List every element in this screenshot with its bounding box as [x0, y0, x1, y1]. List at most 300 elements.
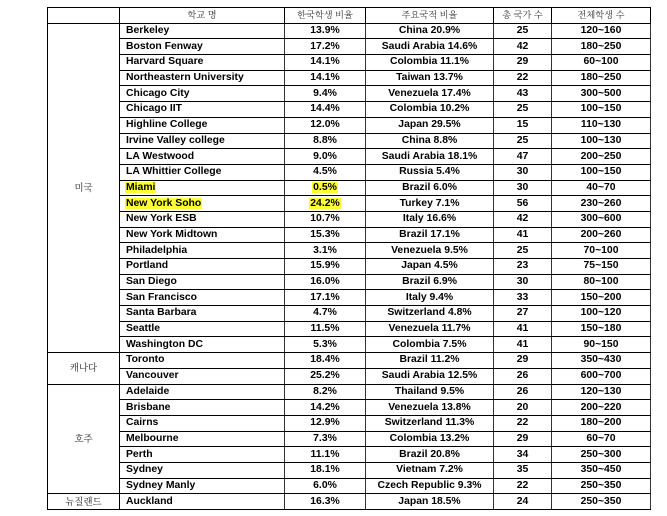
korean-ratio-cell-text: 16.3%	[310, 495, 340, 507]
school-name-cell-text: Philadelphia	[126, 244, 188, 256]
nation-count-cell	[494, 39, 552, 55]
total-students-cell	[552, 117, 651, 133]
school-name-cell	[120, 447, 285, 463]
table-row	[48, 431, 651, 447]
nation-count-cell-text: 25	[516, 134, 529, 146]
korean-ratio-cell	[285, 70, 366, 86]
main-nationality-cell-text: Brazil 17.1%	[399, 228, 460, 240]
school-name-cell	[120, 290, 285, 306]
korean-ratio-cell	[285, 337, 366, 353]
nation-count-cell	[494, 415, 552, 431]
korean-ratio-cell-text: 18.1%	[310, 464, 340, 476]
main-nationality-cell	[366, 70, 494, 86]
korean-ratio-cell-text: 24.2%	[310, 197, 340, 209]
nation-count-cell-text: 15	[516, 119, 529, 131]
school-name-cell	[120, 55, 285, 71]
total-students-cell	[552, 384, 651, 400]
school-name-cell	[120, 23, 285, 39]
nation-count-cell-text: 22	[516, 72, 529, 84]
korean-ratio-cell	[285, 133, 366, 149]
nation-count-cell-text: 30	[516, 181, 529, 193]
table-row	[48, 337, 651, 353]
korean-ratio-cell-text: 14.4%	[310, 103, 340, 115]
table-row	[48, 447, 651, 463]
nation-count-cell-text: 23	[516, 260, 529, 272]
total-students-cell-text: 350~430	[580, 354, 622, 366]
main-nationality-cell-text: Japan 18.5%	[398, 495, 461, 507]
korean-ratio-cell-text: 15.9%	[310, 260, 340, 272]
table-row	[48, 211, 651, 227]
total-students-cell-text: 350~450	[580, 464, 622, 476]
korean-ratio-cell-text: 12.0%	[310, 119, 340, 131]
total-students-cell-text: 120~160	[580, 25, 622, 37]
korean-ratio-cell	[285, 180, 366, 196]
table-row	[48, 368, 651, 384]
main-nationality-cell	[366, 415, 494, 431]
school-name-cell-text: New York ESB	[126, 213, 197, 225]
korean-ratio-cell	[285, 274, 366, 290]
total-students-cell-text: 90~150	[583, 338, 619, 350]
total-students-cell-text: 200~220	[580, 401, 622, 413]
main-nationality-cell	[366, 290, 494, 306]
total-students-cell	[552, 290, 651, 306]
school-name-cell-text: Cairns	[126, 417, 159, 429]
main-nationality-cell	[366, 400, 494, 416]
school-name-cell	[120, 274, 285, 290]
main-nationality-cell	[366, 180, 494, 196]
main-nationality-cell	[366, 211, 494, 227]
total-students-cell-text: 60~100	[583, 56, 619, 68]
main-nationality-cell	[366, 102, 494, 118]
main-nationality-cell	[366, 117, 494, 133]
main-nationality-cell-text: China 20.9%	[398, 25, 461, 37]
main-nationality-cell-text: Japan 29.5%	[398, 119, 461, 131]
school-name-cell	[120, 211, 285, 227]
korean-ratio-cell-text: 9.0%	[313, 150, 337, 162]
total-students-cell	[552, 211, 651, 227]
total-students-cell	[552, 415, 651, 431]
school-name-cell-text: Seattle	[126, 323, 161, 335]
main-nationality-cell-text: Switzerland 4.8%	[387, 307, 472, 319]
school-name-cell-text: Sydney Manly	[126, 479, 196, 491]
nation-count-cell-text: 29	[516, 56, 529, 68]
table-row	[48, 149, 651, 165]
nation-count-cell	[494, 227, 552, 243]
nation-count-cell	[494, 23, 552, 39]
main-nationality-cell	[366, 337, 494, 353]
korean-ratio-cell	[285, 23, 366, 39]
school-name-cell	[120, 39, 285, 55]
korean-ratio-cell-text: 11.1%	[310, 448, 340, 460]
nation-count-cell-text: 25	[516, 25, 529, 37]
korean-ratio-cell	[285, 164, 366, 180]
school-name-cell-text: Brisbane	[126, 401, 171, 413]
nation-count-cell	[494, 243, 552, 259]
main-nationality-cell-text: Venezuela 11.7%	[388, 323, 471, 335]
school-name-cell-text: Santa Barbara	[126, 307, 197, 319]
nation-count-cell	[494, 321, 552, 337]
school-statistics-table	[47, 7, 651, 510]
nation-count-cell	[494, 86, 552, 102]
total-students-cell	[552, 39, 651, 55]
school-name-cell	[120, 117, 285, 133]
korean-ratio-cell-text: 0.5%	[313, 181, 337, 193]
nation-count-cell-text: 24	[516, 495, 529, 507]
total-students-cell-text: 60~70	[586, 432, 616, 444]
korean-ratio-cell	[285, 431, 366, 447]
total-students-cell	[552, 431, 651, 447]
total-students-cell	[552, 368, 651, 384]
nation-count-cell	[494, 306, 552, 322]
total-students-cell-text: 180~250	[580, 40, 622, 52]
main-nationality-cell	[366, 478, 494, 494]
total-students-cell	[552, 196, 651, 212]
main-nationality-cell	[366, 384, 494, 400]
table-row	[48, 70, 651, 86]
main-nationality-cell	[366, 274, 494, 290]
total-students-cell-text: 200~250	[580, 150, 622, 162]
nation-count-cell	[494, 368, 552, 384]
korean-ratio-cell	[285, 86, 366, 102]
nation-count-cell-text: 20	[516, 401, 529, 413]
school-name-cell-text: Irvine Valley college	[126, 134, 225, 146]
main-nationality-cell	[366, 243, 494, 259]
header-school-name: 학교 명	[120, 8, 285, 24]
korean-ratio-cell-text: 7.3%	[313, 432, 337, 444]
table-row	[48, 494, 651, 510]
nation-count-cell-text: 30	[516, 276, 529, 288]
korean-ratio-cell-text: 13.9%	[310, 25, 340, 37]
main-nationality-cell-text: China 8.8%	[401, 134, 458, 146]
total-students-cell	[552, 149, 651, 165]
korean-ratio-cell	[285, 478, 366, 494]
table-row	[48, 353, 651, 369]
nation-count-cell-text: 34	[516, 448, 529, 460]
korean-ratio-cell	[285, 227, 366, 243]
nation-count-cell-text: 29	[516, 354, 529, 366]
main-nationality-cell-text: Saudi Arabia 14.6%	[381, 40, 478, 52]
nation-count-cell-text: 56	[516, 197, 529, 209]
total-students-cell-text: 250~300	[580, 448, 622, 460]
school-name-cell-text: New York Midtown	[126, 228, 218, 240]
main-nationality-cell-text: Italy 9.4%	[405, 291, 454, 303]
main-nationality-cell	[366, 39, 494, 55]
total-students-cell	[552, 478, 651, 494]
table-row	[48, 478, 651, 494]
korean-ratio-cell-text: 25.2%	[310, 370, 340, 382]
school-name-cell	[120, 415, 285, 431]
total-students-cell	[552, 133, 651, 149]
total-students-cell	[552, 462, 651, 478]
main-nationality-cell	[366, 447, 494, 463]
school-name-cell-text: San Diego	[126, 276, 177, 288]
table-row	[48, 306, 651, 322]
nation-count-cell	[494, 180, 552, 196]
nation-count-cell-text: 41	[516, 338, 529, 350]
total-students-cell-text: 70~100	[583, 244, 619, 256]
header-row	[48, 8, 651, 24]
total-students-cell	[552, 321, 651, 337]
total-students-cell	[552, 102, 651, 118]
total-students-cell-text: 180~250	[580, 72, 622, 84]
nation-count-cell-text: 33	[516, 291, 529, 303]
main-nationality-cell	[366, 196, 494, 212]
nation-count-cell	[494, 164, 552, 180]
main-nationality-cell-text: Italy 16.6%	[402, 213, 457, 225]
korean-ratio-cell-text: 3.1%	[313, 244, 337, 256]
table-row	[48, 321, 651, 337]
nation-count-cell	[494, 133, 552, 149]
school-name-cell	[120, 494, 285, 510]
main-nationality-cell	[366, 368, 494, 384]
school-name-cell	[120, 180, 285, 196]
nation-count-cell	[494, 117, 552, 133]
korean-ratio-cell-text: 14.1%	[310, 56, 340, 68]
korean-ratio-cell-text: 17.2%	[310, 40, 340, 52]
main-nationality-cell	[366, 23, 494, 39]
main-nationality-cell-text: Colombia 11.1%	[389, 56, 470, 68]
total-students-cell	[552, 23, 651, 39]
main-nationality-cell	[366, 321, 494, 337]
korean-ratio-cell	[285, 55, 366, 71]
nation-count-cell	[494, 102, 552, 118]
table-row	[48, 180, 651, 196]
total-students-cell-text: 80~100	[583, 276, 619, 288]
main-nationality-cell	[366, 431, 494, 447]
school-name-cell	[120, 337, 285, 353]
school-name-cell-text: Chicago IIT	[126, 103, 182, 115]
total-students-cell-text: 180~200	[580, 417, 622, 429]
main-nationality-cell	[366, 259, 494, 275]
main-nationality-cell-text: Brazil 6.9%	[402, 276, 457, 288]
table-row	[48, 23, 651, 39]
korean-ratio-cell	[285, 117, 366, 133]
main-nationality-cell-text: Switzerland 11.3%	[384, 417, 475, 429]
nation-count-cell	[494, 290, 552, 306]
nation-count-cell-text: 35	[516, 464, 529, 476]
school-name-cell	[120, 133, 285, 149]
main-nationality-cell-text: Saudi Arabia 12.5%	[381, 370, 478, 382]
korean-ratio-cell	[285, 415, 366, 431]
table-row	[48, 227, 651, 243]
nation-count-cell-text: 22	[516, 479, 529, 491]
nation-count-cell-text: 41	[516, 228, 529, 240]
main-nationality-cell-text: Brazil 11.2%	[399, 354, 460, 366]
korean-ratio-cell	[285, 321, 366, 337]
nation-count-cell	[494, 337, 552, 353]
table-row	[48, 274, 651, 290]
korean-ratio-cell-text: 12.9%	[310, 417, 340, 429]
total-students-cell	[552, 86, 651, 102]
school-name-cell-text: Washington DC	[126, 338, 203, 350]
school-name-cell	[120, 400, 285, 416]
main-nationality-cell	[366, 353, 494, 369]
korean-ratio-cell	[285, 368, 366, 384]
table-row	[48, 243, 651, 259]
school-name-cell-text: San Francisco	[126, 291, 198, 303]
main-nationality-cell	[366, 462, 494, 478]
school-name-cell-text: LA Whittier College	[126, 166, 222, 178]
korean-ratio-cell-text: 8.8%	[313, 134, 337, 146]
korean-ratio-cell	[285, 494, 366, 510]
korean-ratio-cell	[285, 384, 366, 400]
nation-count-cell	[494, 431, 552, 447]
table-row	[48, 39, 651, 55]
total-students-cell-text: 40~70	[586, 181, 616, 193]
table-row	[48, 86, 651, 102]
total-students-cell-text: 100~150	[580, 103, 622, 115]
total-students-cell-text: 600~700	[580, 370, 622, 382]
total-students-cell-text: 120~130	[580, 385, 622, 397]
main-nationality-cell-text: Vietnam 7.2%	[396, 464, 463, 476]
korean-ratio-cell	[285, 102, 366, 118]
total-students-cell-text: 150~200	[580, 291, 622, 303]
korean-ratio-cell-text: 5.3%	[313, 338, 337, 350]
nation-count-cell	[494, 70, 552, 86]
korean-ratio-cell-text: 10.7%	[310, 213, 340, 225]
region-cell: 뉴질랜드	[48, 494, 120, 510]
main-nationality-cell-text: Colombia 7.5%	[392, 338, 467, 350]
school-name-cell	[120, 227, 285, 243]
main-nationality-cell-text: Colombia 13.2%	[389, 432, 470, 444]
nation-count-cell-text: 22	[516, 417, 529, 429]
school-name-cell	[120, 259, 285, 275]
school-name-cell-text: Vancouver	[126, 370, 179, 382]
school-name-cell-text: Perth	[126, 448, 153, 460]
korean-ratio-cell-text: 6.0%	[313, 479, 337, 491]
nation-count-cell	[494, 196, 552, 212]
nation-count-cell	[494, 494, 552, 510]
school-name-cell-text: Portland	[126, 260, 169, 272]
total-students-cell-text: 300~600	[580, 213, 622, 225]
total-students-cell	[552, 337, 651, 353]
school-name-cell-text: Berkeley	[126, 25, 170, 37]
table-row	[48, 415, 651, 431]
total-students-cell	[552, 400, 651, 416]
total-students-cell	[552, 55, 651, 71]
table-row	[48, 164, 651, 180]
table-row	[48, 55, 651, 71]
nation-count-cell-text: 29	[516, 432, 529, 444]
table-row	[48, 290, 651, 306]
korean-ratio-cell	[285, 211, 366, 227]
korean-ratio-cell-text: 4.7%	[313, 307, 337, 319]
korean-ratio-cell	[285, 196, 366, 212]
table-row	[48, 102, 651, 118]
school-name-cell	[120, 86, 285, 102]
korean-ratio-cell-text: 11.5%	[310, 323, 340, 335]
main-nationality-cell-text: Russia 5.4%	[399, 166, 460, 178]
total-students-cell-text: 200~260	[580, 228, 622, 240]
school-name-cell-text: Toronto	[126, 354, 165, 366]
nation-count-cell	[494, 447, 552, 463]
nation-count-cell	[494, 384, 552, 400]
school-name-cell	[120, 368, 285, 384]
nation-count-cell-text: 43	[516, 87, 529, 99]
total-students-cell	[552, 259, 651, 275]
school-name-cell-text: Auckland	[126, 495, 173, 507]
nation-count-cell-text: 25	[516, 244, 529, 256]
main-nationality-cell-text: Turkey 7.1%	[399, 197, 460, 209]
korean-ratio-cell-text: 9.4%	[313, 87, 337, 99]
korean-ratio-cell-text: 15.3%	[310, 228, 340, 240]
main-nationality-cell-text: Japan 4.5%	[401, 260, 458, 272]
main-nationality-cell	[366, 86, 494, 102]
table-row	[48, 117, 651, 133]
nation-count-cell-text: 41	[516, 323, 529, 335]
school-name-cell	[120, 462, 285, 478]
nation-count-cell-text: 26	[516, 370, 529, 382]
header-korean-ratio: 한국학생 비율	[285, 8, 366, 24]
main-nationality-cell	[366, 133, 494, 149]
total-students-cell	[552, 447, 651, 463]
nation-count-cell-text: 42	[516, 40, 529, 52]
nation-count-cell-text: 47	[516, 150, 529, 162]
school-name-cell-text: Chicago City	[126, 87, 190, 99]
total-students-cell	[552, 494, 651, 510]
nation-count-cell	[494, 353, 552, 369]
korean-ratio-cell	[285, 243, 366, 259]
header-main-nationality: 주요국적 비율	[366, 8, 494, 24]
total-students-cell	[552, 274, 651, 290]
school-name-cell	[120, 196, 285, 212]
total-students-cell-text: 250~350	[580, 495, 622, 507]
main-nationality-cell-text: Saudi Arabia 18.1%	[381, 150, 478, 162]
region-cell: 캐나다	[48, 353, 120, 384]
main-nationality-cell-text: Taiwan 13.7%	[396, 72, 463, 84]
school-name-cell-text: Harvard Square	[126, 56, 204, 68]
korean-ratio-cell	[285, 462, 366, 478]
total-students-cell-text: 230~260	[580, 197, 622, 209]
total-students-cell-text: 100~120	[580, 307, 622, 319]
region-cell: 미국	[48, 23, 120, 352]
table-row	[48, 384, 651, 400]
table-row	[48, 400, 651, 416]
header-region	[48, 8, 120, 24]
nation-count-cell	[494, 478, 552, 494]
main-nationality-cell-text: Venezuela 9.5%	[391, 244, 468, 256]
nation-count-cell-text: 27	[516, 307, 529, 319]
table-row	[48, 259, 651, 275]
nation-count-cell	[494, 259, 552, 275]
total-students-cell	[552, 243, 651, 259]
table-row	[48, 196, 651, 212]
nation-count-cell-text: 26	[516, 385, 529, 397]
school-name-cell-text: Melbourne	[126, 432, 179, 444]
school-name-cell	[120, 243, 285, 259]
school-name-cell-text: New York Soho	[126, 197, 202, 209]
korean-ratio-cell-text: 18.4%	[310, 354, 340, 366]
total-students-cell	[552, 353, 651, 369]
school-name-cell-text: Northeastern University	[126, 72, 244, 84]
nation-count-cell-text: 30	[516, 166, 529, 178]
nation-count-cell	[494, 274, 552, 290]
school-name-cell	[120, 431, 285, 447]
korean-ratio-cell	[285, 306, 366, 322]
total-students-cell-text: 250~350	[580, 479, 622, 491]
total-students-cell	[552, 70, 651, 86]
total-students-cell	[552, 164, 651, 180]
school-name-cell	[120, 306, 285, 322]
main-nationality-cell-text: Brazil 20.8%	[399, 448, 460, 460]
korean-ratio-cell	[285, 447, 366, 463]
total-students-cell	[552, 227, 651, 243]
korean-ratio-cell	[285, 39, 366, 55]
main-nationality-cell-text: Brazil 6.0%	[402, 181, 457, 193]
nation-count-cell	[494, 55, 552, 71]
school-name-cell-text: Boston Fenway	[126, 40, 203, 52]
total-students-cell	[552, 180, 651, 196]
